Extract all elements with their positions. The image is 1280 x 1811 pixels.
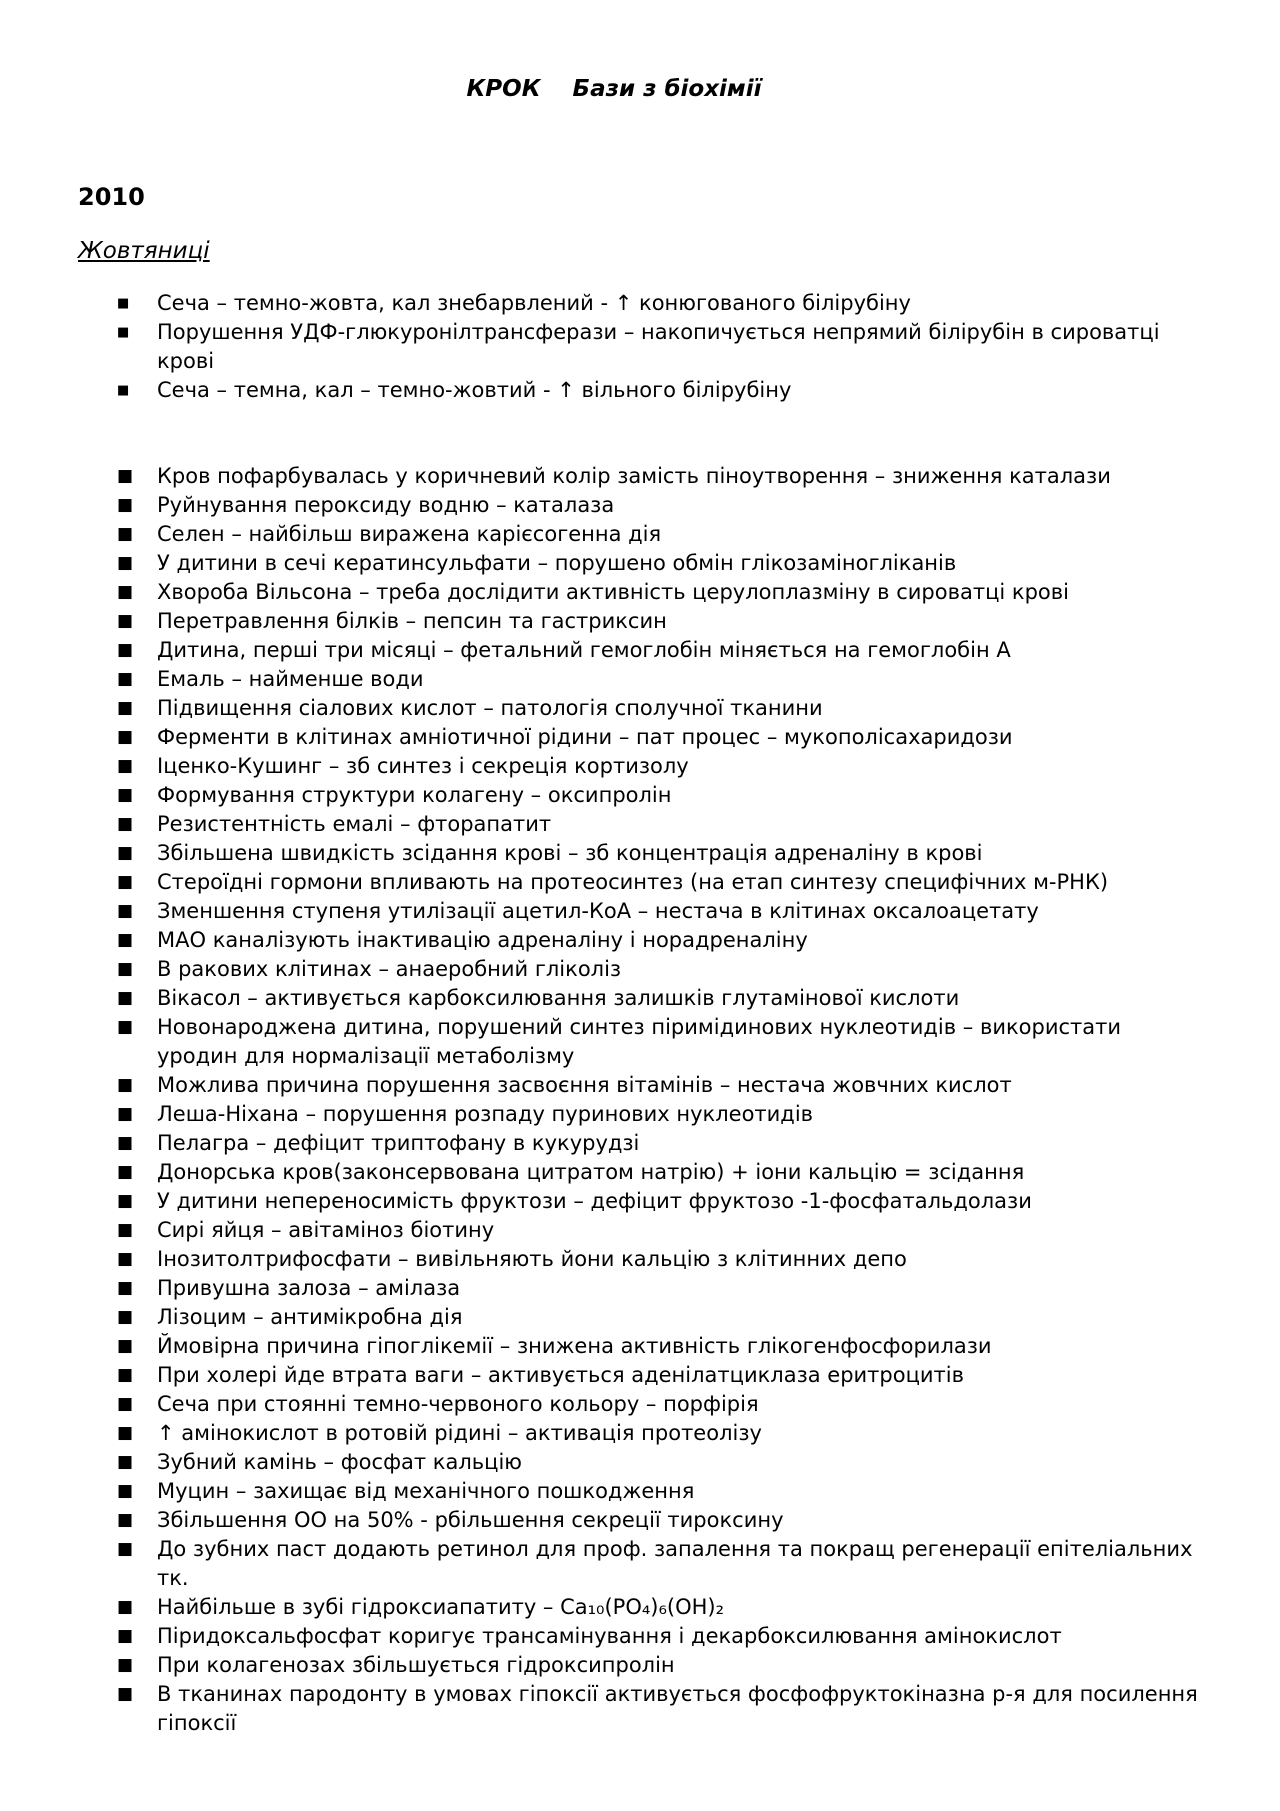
list-item <box>0 491 1280 520</box>
list-item-text: Селен – найбільш виражена карієсогенна дія <box>157 522 662 546</box>
list-item <box>0 1593 1280 1622</box>
square-bullet-icon: ■ <box>117 1133 134 1153</box>
list-item <box>0 1100 1280 1129</box>
square-bullet-icon: ■ <box>117 1278 134 1298</box>
list-item <box>0 462 1280 491</box>
list-item-text: Вікасол – активується карбоксилювання залишків глутамінової кислоти <box>157 986 960 1010</box>
square-bullet-icon: ■ <box>117 727 134 747</box>
square-bullet-icon: ■ <box>117 930 134 950</box>
list-item-text: Формування структури колагену – оксипролін <box>157 783 672 807</box>
square-bullet-icon: ■ <box>117 1394 134 1414</box>
square-bullet-icon: ■ <box>117 1423 134 1443</box>
page-title: КРОК Бази з біохімії <box>466 76 762 102</box>
square-bullet-icon: ■ <box>117 1452 134 1472</box>
list-item-text: У дитини в сечі кератинсульфати – порушено обмін глікозаміногліканів <box>157 551 957 575</box>
list-item <box>0 1245 1280 1274</box>
square-bullet-icon: ■ <box>117 785 134 805</box>
list-item <box>0 723 1280 752</box>
square-bullet-icon: ■ <box>117 1539 134 1559</box>
square-bullet-icon: ■ <box>117 1597 134 1617</box>
list-item-text: Леша-Ніхана – порушення розпаду пуринових нуклеотидів <box>157 1102 814 1126</box>
list-item-text: У дитини непереносимість фруктози – дефіцит фруктозо -1-фосфатальдолази <box>157 1189 1032 1213</box>
square-bullet-icon: ■ <box>117 325 130 340</box>
list-item <box>0 1535 1280 1593</box>
list-item <box>0 1651 1280 1680</box>
square-bullet-icon: ■ <box>117 669 134 689</box>
list-item <box>0 955 1280 984</box>
square-bullet-icon: ■ <box>117 466 134 486</box>
square-bullet-icon: ■ <box>117 1104 134 1124</box>
square-bullet-icon: ■ <box>117 1249 134 1269</box>
list-item-text: Стероїдні гормони впливають на протеосинтез (на етап синтезу специфічних м-РНК) <box>157 870 1109 894</box>
list-item <box>0 1216 1280 1245</box>
list-item <box>0 376 1280 405</box>
list-item-text: Зменшення ступеня утилізації ацетил-КоА – нестача в клітинах оксалоацетату <box>157 899 1039 923</box>
square-bullet-icon: ■ <box>117 1510 134 1530</box>
square-bullet-icon: ■ <box>117 1017 134 1037</box>
square-bullet-icon: ■ <box>117 1162 134 1182</box>
list-item-text: В тканинах пародонту в умовах гіпоксії активується фосфофруктокіназна р-я для посилення гіпоксії <box>157 1682 1198 1735</box>
square-bullet-icon: ■ <box>117 611 134 631</box>
list-item <box>0 1477 1280 1506</box>
square-bullet-icon: ■ <box>117 698 134 718</box>
list-item <box>0 1506 1280 1535</box>
list-item <box>0 1129 1280 1158</box>
section-heading-jaundice: Жовтяниці <box>78 238 210 264</box>
list-item-text: Резистентність емалі – фторапатит <box>157 812 552 836</box>
list-item <box>0 1622 1280 1651</box>
list-item <box>0 984 1280 1013</box>
list-item-text: Інозитолтрифосфати – вивільняють йони кальцію з клітинних депо <box>157 1247 907 1271</box>
list-item <box>0 1332 1280 1361</box>
list-item-text: Іценко-Кушинг – зб синтез і секреція кортизолу <box>157 754 689 778</box>
list-item <box>0 1303 1280 1332</box>
list-item <box>0 549 1280 578</box>
list-item-text: Підвищення сіалових кислот – патологія сполучної тканини <box>157 696 823 720</box>
list-item-text: Піридоксальфосфат коригує трансамінування і декарбоксилювання амінокислот <box>157 1624 1062 1648</box>
square-bullet-icon: ■ <box>117 553 134 573</box>
square-bullet-icon: ■ <box>117 1481 134 1501</box>
list-item <box>0 520 1280 549</box>
list-item-text: Порушення УДФ-глюкуронілтрансферази – накопичується непрямий білірубін в сироватці крові <box>157 320 1160 373</box>
list-item-text: Ферменти в клітинах амніотичної рідини – пат процес – мукополісахаридози <box>157 725 1013 749</box>
list-item-text: Збільшення ОО на 50% - рбільшення секреції тироксину <box>157 1508 784 1532</box>
list-item-text: Перетравлення білків – пепсин та гастриксин <box>157 609 667 633</box>
list-item-text: Лізоцим – антимікробна дія <box>157 1305 463 1329</box>
list-item <box>0 694 1280 723</box>
list-item-text: ↑ амінокислот в ротовій рідині – активація протеолізу <box>157 1421 762 1445</box>
list-item-text: Можлива причина порушення засвоєння вітамінів – нестача жовчних кислот <box>157 1073 1012 1097</box>
list-item-text: Руйнування пероксиду водню – каталаза <box>157 493 615 517</box>
list-item <box>0 897 1280 926</box>
list-item-text: Кров пофарбувалась у коричневий колір замість піноутворення – зниження каталази <box>157 464 1111 488</box>
list-item <box>0 578 1280 607</box>
list-item-text: Зубний камінь – фосфат кальцію <box>157 1450 522 1474</box>
list-item-text: Донорська кров(законсервована цитратом натрію) + іони кальцію = зсідання <box>157 1160 1025 1184</box>
list-item-text: При колагенозах збільшується гідроксипролін <box>157 1653 675 1677</box>
list-item-text: Збільшена швидкість зсідання крові – зб концентрація адреналіну в крові <box>157 841 983 865</box>
list-item <box>0 607 1280 636</box>
list-item <box>0 781 1280 810</box>
list-item <box>0 1680 1280 1738</box>
list-item-text: Сеча – темно-жовта, кал знебарвлений - ↑ конюгованого білірубіну <box>157 291 911 315</box>
list-item <box>0 1071 1280 1100</box>
square-bullet-icon: ■ <box>117 843 134 863</box>
list-item-text: Емаль – найменше води <box>157 667 424 691</box>
square-bullet-icon: ■ <box>117 296 130 311</box>
square-bullet-icon: ■ <box>117 1684 134 1704</box>
square-bullet-icon: ■ <box>117 1220 134 1240</box>
square-bullet-icon: ■ <box>117 988 134 1008</box>
list-item-text: Привушна залоза – амілаза <box>157 1276 461 1300</box>
list-item <box>0 289 1280 318</box>
square-bullet-icon: ■ <box>117 1307 134 1327</box>
square-bullet-icon: ■ <box>117 872 134 892</box>
list-item-text: При холері йде втрата ваги – активується аденілатциклаза еритроцитів <box>157 1363 964 1387</box>
list-item <box>0 926 1280 955</box>
list-item-text: Сеча – темна, кал – темно-жовтий - ↑ вільного білірубіну <box>157 378 792 402</box>
square-bullet-icon: ■ <box>117 495 134 515</box>
year-heading: 2010 <box>78 183 145 211</box>
square-bullet-icon: ■ <box>117 524 134 544</box>
square-bullet-icon: ■ <box>117 959 134 979</box>
square-bullet-icon: ■ <box>117 901 134 921</box>
square-bullet-icon: ■ <box>117 582 134 602</box>
list-item <box>0 1158 1280 1187</box>
list-item-text: Сеча при стоянні темно-червоного кольору – порфірія <box>157 1392 759 1416</box>
list-item <box>0 318 1280 376</box>
list-item <box>0 1013 1280 1071</box>
list-item <box>0 868 1280 897</box>
list-item <box>0 1390 1280 1419</box>
list-item <box>0 1448 1280 1477</box>
list-item <box>0 810 1280 839</box>
square-bullet-icon: ■ <box>117 1075 134 1095</box>
list-item-text: Хвороба Вільсона – треба дослідити активність церулоплазміну в сироватці крові <box>157 580 1069 604</box>
list-item <box>0 636 1280 665</box>
list-item <box>0 1187 1280 1216</box>
square-bullet-icon: ■ <box>117 1191 134 1211</box>
square-bullet-icon: ■ <box>117 1655 134 1675</box>
jaundice-list <box>0 289 1280 405</box>
square-bullet-icon: ■ <box>117 383 130 398</box>
list-item-text: Дитина, перші три місяці – фетальний гемоглобін міняється на гемоглобін А <box>157 638 1011 662</box>
square-bullet-icon: ■ <box>117 1336 134 1356</box>
list-item-text: Сирі яйця – авітаміноз біотину <box>157 1218 495 1242</box>
list-item-text: Муцин – захищає від механічного пошкодження <box>157 1479 695 1503</box>
list-item-text: Ймовірна причина гіпоглікемії – знижена активність глікогенфосфорилази <box>157 1334 992 1358</box>
square-bullet-icon: ■ <box>117 1365 134 1385</box>
square-bullet-icon: ■ <box>117 814 134 834</box>
list-item-text: В ракових клітинах – анаеробний гліколіз <box>157 957 622 981</box>
list-item <box>0 1419 1280 1448</box>
square-bullet-icon: ■ <box>117 1626 134 1646</box>
square-bullet-icon: ■ <box>117 756 134 776</box>
list-item <box>0 752 1280 781</box>
list-item <box>0 665 1280 694</box>
list-item-text: Новонароджена дитина, порушений синтез піримідинових нуклеотидів – використати уродин для нормалізації метаболізму <box>157 1015 1122 1068</box>
list-item-text: До зубних паст додають ретинол для проф. запалення та покращ регенерації епітеліальних тк. <box>157 1537 1193 1590</box>
list-item <box>0 1361 1280 1390</box>
list-item <box>0 839 1280 868</box>
facts-list <box>0 462 1280 1738</box>
list-item <box>0 1274 1280 1303</box>
list-item-text: Найбільше в зубі гідроксиапатиту – Ca₁₀(PO₄)₆(OH)₂ <box>157 1595 725 1619</box>
list-item-text: Пелагра – дефіцит триптофану в кукурудзі <box>157 1131 640 1155</box>
square-bullet-icon: ■ <box>117 640 134 660</box>
list-item-text: МАО каналізують інактивацію адреналіну і норадреналіну <box>157 928 808 952</box>
